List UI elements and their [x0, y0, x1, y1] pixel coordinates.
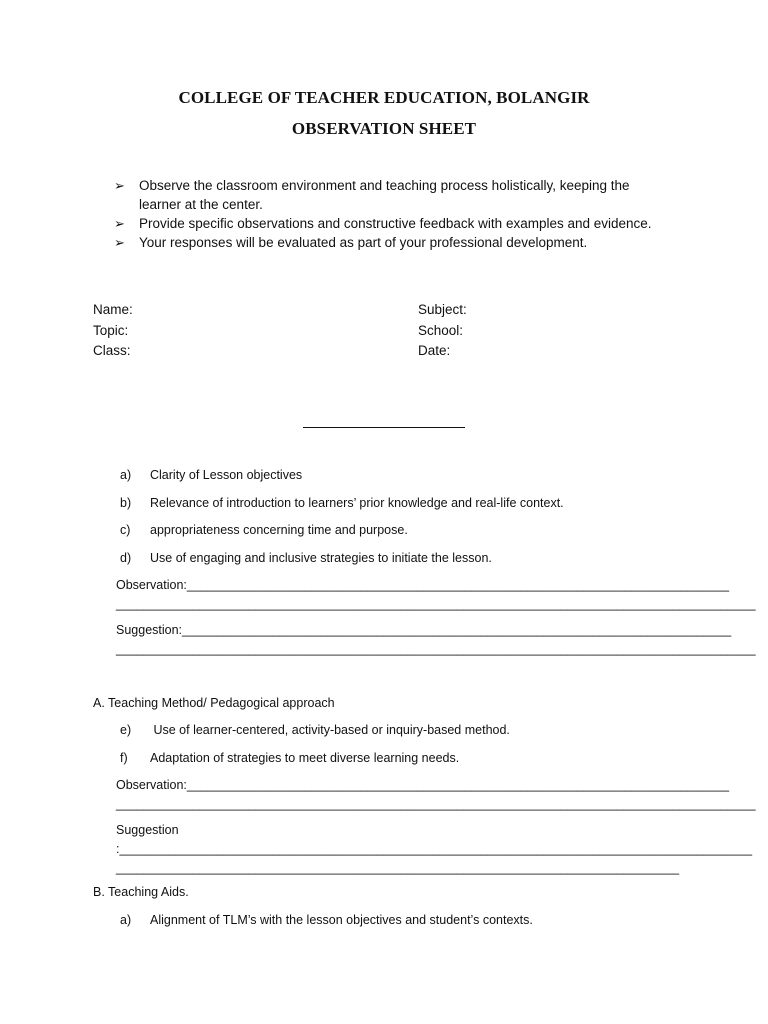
school-field-label: School: — [418, 323, 464, 338]
observation-field[interactable]: Observation:______________________________________________________________________________ — [116, 578, 730, 592]
list-item — [120, 551, 492, 565]
list-item — [120, 751, 459, 765]
suggestion-field[interactable]: Suggestion:_______________________________________________________________________________ — [116, 623, 732, 637]
observation-field[interactable]: Observation:______________________________________________________________________________ — [116, 778, 730, 792]
instruction-text: Your responses will be evaluated as part of your professional development. — [139, 235, 588, 250]
list-item — [120, 496, 564, 510]
instruction-text: Provide specific observations and constructive feedback with examples and evidence. — [139, 216, 652, 231]
item-label: a) — [120, 913, 132, 927]
list-item — [120, 523, 408, 537]
name-field-label: Name: — [93, 302, 133, 317]
section-heading: B. Teaching Aids. — [93, 885, 189, 899]
item-label: c) — [120, 523, 131, 537]
item-label: e) — [120, 723, 132, 737]
observation-field-line[interactable]: ____________________________________________________________________________________________ — [116, 597, 756, 611]
subject-field-label: Subject: — [418, 302, 467, 317]
instruction-text: Observe the classroom environment and teaching process holistically, keeping the learner at the center. — [139, 178, 630, 212]
item-label: a) — [120, 468, 132, 482]
item-text: Adaptation of strategies to meet diverse learning needs. — [150, 751, 460, 765]
arrow-bullet-icon: ➢ — [114, 178, 125, 193]
list-item — [114, 214, 674, 233]
date-field-label: Date: — [418, 343, 451, 358]
item-label: f) — [120, 751, 128, 765]
arrow-bullet-icon: ➢ — [114, 216, 125, 231]
suggestion-field-line[interactable]: _________________________________________________________________________________ — [116, 861, 680, 875]
item-text: appropriateness concerning time and purpose. — [150, 523, 408, 537]
section-heading: A. Teaching Method/ Pedagogical approach — [93, 696, 335, 710]
item-text: Alignment of TLM’s with the lesson objectives and student’s contexts. — [150, 913, 533, 927]
arrow-bullet-icon: ➢ — [114, 235, 125, 250]
item-text: Use of learner-centered, activity-based or inquiry-based method. — [150, 723, 510, 737]
page-title: COLLEGE OF TEACHER EDUCATION, BOLANGIR — [178, 88, 590, 107]
observation-field-line[interactable]: ____________________________________________________________________________________________ — [116, 797, 756, 811]
list-item — [114, 233, 674, 252]
item-text: Clarity of Lesson objectives — [150, 468, 303, 482]
suggestion-label: Suggestion — [116, 823, 179, 837]
item-label: b) — [120, 496, 132, 510]
suggestion-field-line[interactable]: ____________________________________________________________________________________________ — [116, 642, 756, 656]
list-item — [120, 468, 302, 482]
page-subtitle: OBSERVATION SHEET — [291, 119, 477, 138]
item-text: Use of engaging and inclusive strategies to initiate the lesson. — [150, 551, 492, 565]
instructions-list — [114, 176, 674, 252]
topic-field-label: Topic: — [93, 323, 129, 338]
item-label: d) — [120, 551, 132, 565]
list-item — [120, 913, 533, 927]
suggestion-field[interactable]: :___________________________________________________________________________________________ — [116, 842, 753, 856]
class-field-label: Class: — [93, 343, 131, 358]
list-item — [114, 176, 674, 214]
divider — [303, 427, 465, 428]
list-item — [120, 723, 510, 737]
item-text: Relevance of introduction to learners’ prior knowledge and real-life context. — [150, 496, 564, 510]
